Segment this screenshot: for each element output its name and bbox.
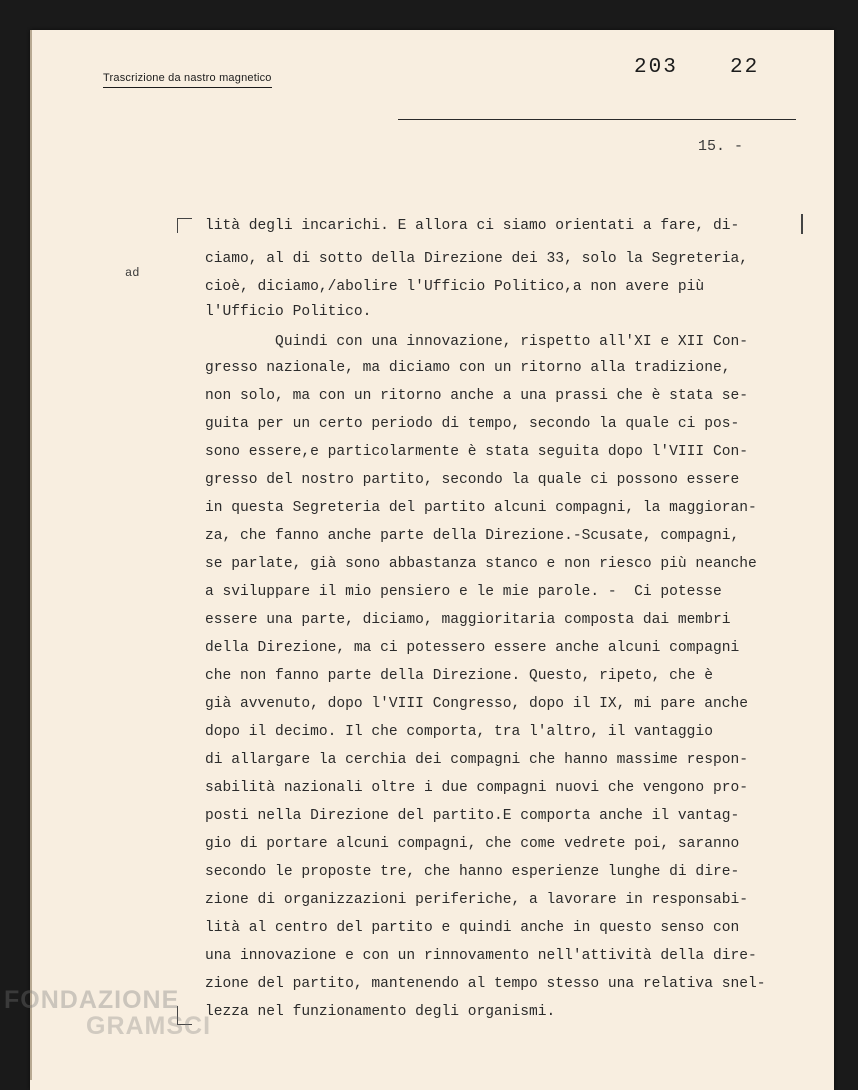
text-line: gresso nazionale, ma diciamo con un ritorno alla tradizione,	[205, 360, 731, 376]
handwritten-insertion: ad	[125, 266, 140, 280]
text-line: se parlate, già sono abbastanza stanco e non riesco più neanche	[205, 556, 757, 572]
text-line: zione del partito, mantenendo al tempo stesso una relativa snel-	[205, 976, 766, 992]
text-line: cioè, diciamo,/abolire l'Ufficio Politico,a non avere più	[205, 279, 705, 295]
text-line: di allargare la cerchia dei compagni che hanno massime respon-	[205, 752, 748, 768]
watermark-logo-sub: GRAMSCI	[86, 1012, 212, 1040]
text-line: lità degli incarichi. E allora ci siamo orientati a fare, di-	[205, 218, 740, 234]
text-line: guita per un certo periodo di tempo, secondo la quale ci pos-	[205, 416, 740, 432]
text-line: lità al centro del partito e quindi anche in questo senso con	[205, 920, 740, 936]
header-rule	[398, 119, 796, 120]
page-edge	[30, 30, 32, 1080]
text-line: ciamo, al di sotto della Direzione dei 33, solo la Segreteria,	[205, 250, 748, 267]
text-line: che non fanno parte della Direzione. Questo, ripeto, che è	[205, 668, 713, 684]
document-number: 203	[634, 56, 678, 79]
text-line: Quindi con una innovazione, rispetto all'XI e XII Con-	[205, 334, 748, 350]
text-line: già avvenuto, dopo l'VIII Congresso, dopo il IX, mi pare anche	[205, 696, 748, 712]
margin-mark	[801, 214, 803, 234]
text-line: sono essere,e particolarmente è stata seguita dopo l'VIII Con-	[205, 444, 748, 460]
text-line: posti nella Direzione del partito.E comporta anche il vantag-	[205, 808, 740, 824]
watermark-logo: FONDAZIONE	[4, 986, 180, 1014]
text-line: della Direzione, ma ci potessero essere anche alcuni compagni	[205, 640, 740, 656]
text-line: lezza nel funzionamento degli organismi.	[205, 1004, 556, 1020]
text-line: dopo il decimo. Il che comporta, tra l'altro, il vantaggio	[205, 724, 713, 740]
text-line: gio di portare alcuni compagni, che come vedrete poi, saranno	[205, 836, 740, 852]
text-line: l'Ufficio Politico.	[205, 304, 372, 320]
text-line: secondo le proposte tre, che hanno esperienze lunghe di dire-	[205, 864, 740, 880]
bracket-top-mark	[177, 218, 192, 233]
page-number: 15. -	[698, 138, 744, 155]
header-label: Trascrizione da nastro magnetico	[103, 72, 272, 88]
text-line: una innovazione e con un rinnovamento nell'attività della dire-	[205, 948, 757, 964]
text-line: za, che fanno anche parte della Direzione.-Scusate, compagni,	[205, 528, 740, 544]
sheet-number: 22	[730, 56, 760, 79]
text-line: a sviluppare il mio pensiero e le mie parole. - Ci potesse	[205, 584, 722, 600]
text-line: zione di organizzazioni periferiche, a lavorare in responsabi-	[205, 892, 748, 908]
text-line: essere una parte, diciamo, maggioritaria composta dai membri	[205, 612, 731, 628]
text-line: gresso del nostro partito, secondo la quale ci possono essere	[205, 472, 740, 488]
text-line: sabilità nazionali oltre i due compagni nuovi che vengono pro-	[205, 780, 748, 796]
text-line: non solo, ma con un ritorno anche a una prassi che è stata se-	[205, 388, 748, 404]
text-line: in questa Segreteria del partito alcuni compagni, la maggioran-	[205, 500, 757, 516]
